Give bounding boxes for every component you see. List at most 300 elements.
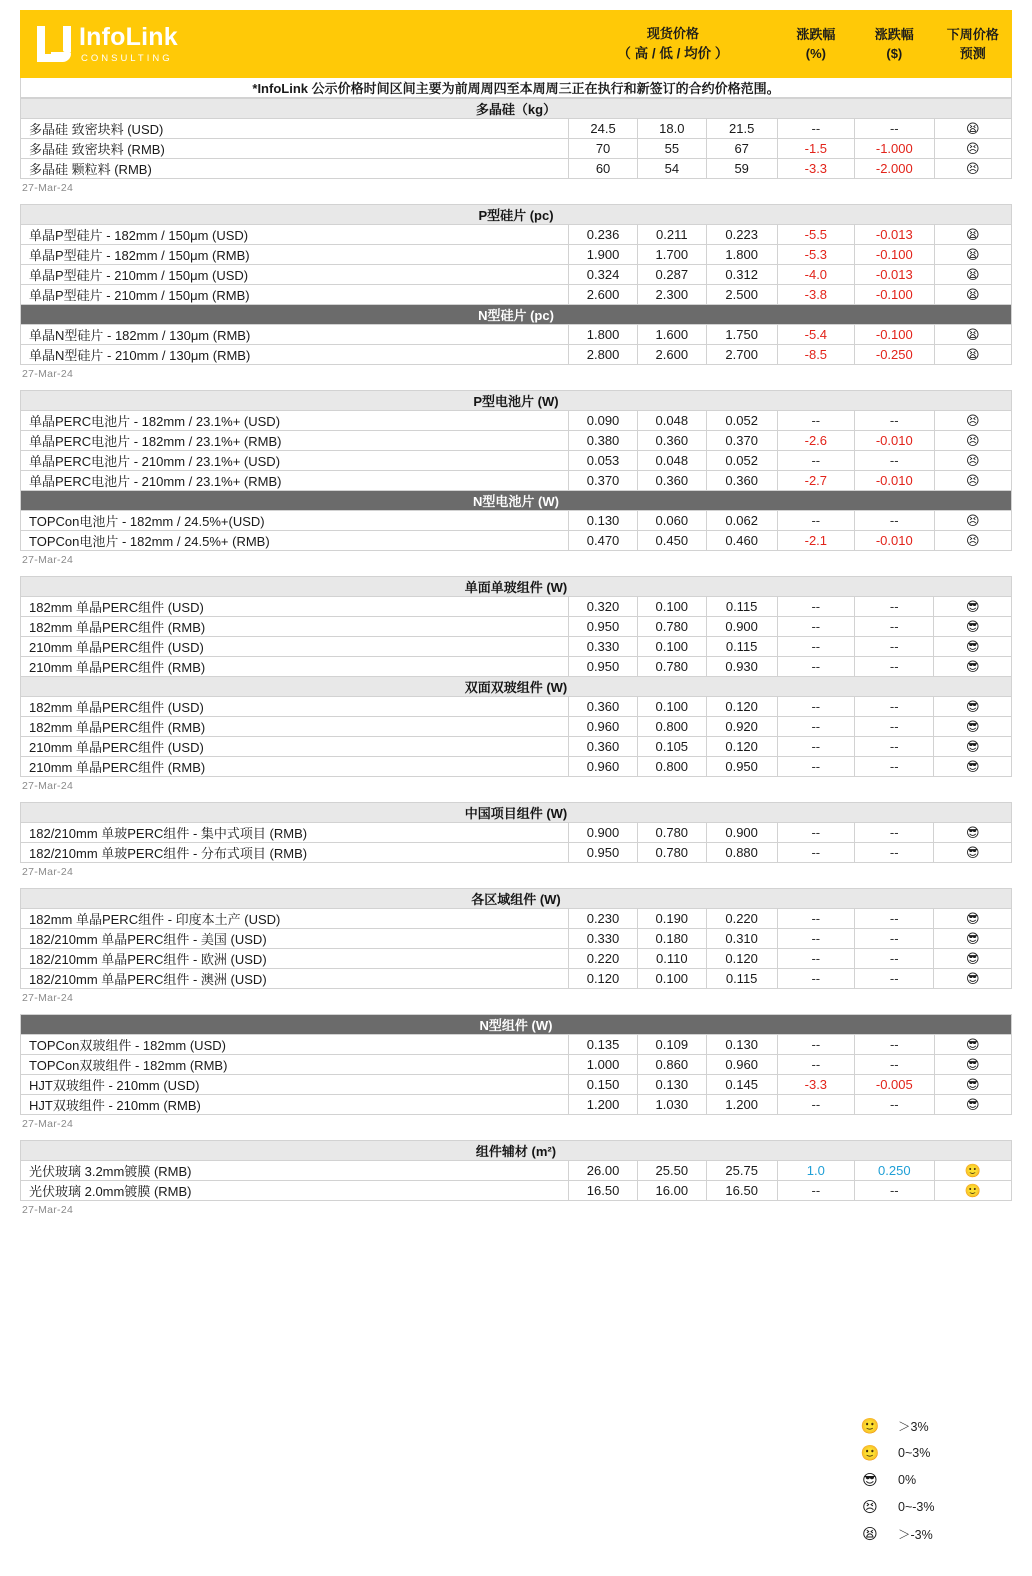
change-percent: -- (777, 1095, 854, 1115)
price-average: 0.062 (706, 511, 777, 531)
price-high: 0.324 (569, 265, 638, 285)
change-percent-line2: (%) (805, 46, 826, 61)
price-average: 0.120 (706, 697, 777, 717)
price-high: 0.360 (569, 697, 638, 717)
change-percent: -- (777, 757, 854, 777)
forecast-face-icon: 😎 (934, 1035, 1011, 1055)
change-amount: -- (854, 737, 934, 757)
price-average: 0.052 (706, 411, 777, 431)
price-low: 0.100 (637, 637, 706, 657)
forecast-face-icon: 😎 (934, 697, 1012, 717)
forecast-face-icon: 😎 (934, 1055, 1011, 1075)
legend-face-icon: 😎 (862, 1471, 878, 1489)
product-label: HJT双玻组件 - 210mm (RMB) (21, 1095, 569, 1115)
change-percent: 1.0 (777, 1161, 854, 1181)
change-percent: -3.3 (777, 1075, 854, 1095)
change-amount: -- (854, 909, 934, 929)
price-low: 0.360 (637, 431, 706, 451)
product-label: 单晶P型硅片 - 182mm / 150μm (RMB) (21, 245, 569, 265)
price-average: 0.460 (706, 531, 777, 551)
change-percent: -- (777, 949, 854, 969)
price-block (20, 1140, 1012, 1201)
change-amount: -- (854, 597, 934, 617)
price-high: 0.380 (569, 431, 638, 451)
section-header-row (21, 305, 1012, 325)
price-low: 0.180 (637, 929, 706, 949)
forecast-face-icon: 😣 (934, 451, 1011, 471)
table-row (21, 949, 1012, 969)
table-row (21, 637, 1012, 657)
forecast-face-icon: 😎 (934, 657, 1012, 677)
product-label: 单晶P型硅片 - 182mm / 150μm (USD) (21, 225, 569, 245)
product-label: TOPCon双玻组件 - 182mm (RMB) (21, 1055, 569, 1075)
column-header-change-usd (855, 11, 935, 78)
table-row (21, 511, 1012, 531)
table-row (21, 345, 1012, 365)
table-row (21, 1181, 1012, 1201)
legend-face-icon: 😫 (862, 1525, 878, 1543)
change-amount: -- (855, 1181, 935, 1201)
price-high: 0.150 (569, 1075, 638, 1095)
product-label: 182mm 单晶PERC组件 (USD) (21, 597, 569, 617)
product-label: 光伏玻璃 2.0mm镀膜 (RMB) (21, 1181, 569, 1201)
change-percent: -5.5 (777, 225, 854, 245)
change-percent: -2.6 (777, 431, 854, 451)
price-average: 59 (706, 159, 777, 179)
change-percent: -- (777, 823, 854, 843)
price-average: 0.920 (706, 717, 777, 737)
section-title: N型硅片 (pc) (21, 305, 1012, 325)
forecast-face-icon: 😫 (934, 325, 1011, 345)
section-header-row (21, 491, 1012, 511)
section-header-row (21, 205, 1012, 225)
table-row (21, 265, 1012, 285)
price-average: 0.900 (706, 617, 777, 637)
change-percent: -- (777, 737, 854, 757)
forecast-face-icon: 😎 (934, 617, 1012, 637)
forecast-face-icon: 😎 (934, 1075, 1011, 1095)
table-row (21, 929, 1012, 949)
price-high: 2.800 (569, 345, 638, 365)
price-low: 2.300 (637, 285, 706, 305)
table-row (21, 245, 1012, 265)
change-amount: -- (855, 511, 935, 531)
product-label: 单晶PERC电池片 - 210mm / 23.1%+ (USD) (21, 451, 569, 471)
price-block (20, 576, 1012, 777)
product-label: 182mm 单晶PERC组件 (USD) (21, 697, 569, 717)
change-amount: -- (855, 411, 935, 431)
section-header-row (21, 677, 1012, 697)
forecast-face-icon: 😣 (934, 531, 1011, 551)
change-percent: -- (777, 597, 854, 617)
forecast-face-icon: 😫 (934, 285, 1011, 305)
change-percent: -3.8 (777, 285, 854, 305)
block-date-caption: 27-Mar-24 (22, 992, 74, 1004)
forecast-face-icon: 😣 (934, 511, 1011, 531)
product-label: 单晶P型硅片 - 210mm / 150μm (USD) (21, 265, 569, 285)
forecast-line2: 预测 (959, 46, 986, 61)
block-date-caption: 27-Mar-24 (22, 368, 74, 380)
product-label: 光伏玻璃 3.2mm镀膜 (RMB) (21, 1161, 569, 1181)
brand-tagline: CONSULTING (81, 52, 173, 64)
table-row (21, 1161, 1012, 1181)
column-header-forecast (934, 11, 1011, 78)
price-average: 2.500 (706, 285, 777, 305)
forecast-face-icon: 😣 (934, 431, 1011, 451)
change-percent: -1.5 (777, 139, 854, 159)
section-title: 各区域组件 (W) (21, 889, 1012, 909)
section-header-row (21, 577, 1012, 597)
section-title: 单面单玻组件 (W) (21, 577, 1012, 597)
price-low: 18.0 (637, 119, 706, 139)
forecast-face-icon: 😣 (934, 159, 1011, 179)
price-average: 0.310 (706, 929, 777, 949)
legend-label: 0~3% (898, 1445, 931, 1460)
change-amount: -- (854, 657, 934, 677)
legend-label: 0% (898, 1472, 917, 1487)
product-label: 210mm 单晶PERC组件 (USD) (21, 737, 569, 757)
product-label: 182/210mm 单晶PERC组件 - 澳洲 (USD) (21, 969, 569, 989)
block-date-caption: 27-Mar-24 (22, 780, 74, 792)
price-high: 0.090 (569, 411, 638, 431)
table-row (21, 1035, 1012, 1055)
section-header-row (21, 1015, 1012, 1035)
table-row (21, 657, 1012, 677)
forecast-face-icon: 😣 (934, 471, 1011, 491)
legend-face-icon: 😣 (862, 1498, 878, 1516)
table-row (21, 697, 1012, 717)
price-high: 0.360 (569, 737, 638, 757)
table-row (21, 1095, 1012, 1115)
change-amount: -- (854, 823, 934, 843)
change-percent: -- (777, 909, 854, 929)
spot-price-line2: （ 高 / 低 / 均价 ） (617, 45, 729, 61)
product-label: 单晶P型硅片 - 210mm / 150μm (RMB) (21, 285, 569, 305)
product-label: 多晶硅 颗粒料 (RMB) (21, 159, 569, 179)
price-low: 0.060 (637, 511, 706, 531)
price-low: 0.360 (637, 471, 706, 491)
section-header-row (21, 889, 1012, 909)
infolink-logo-icon (37, 26, 71, 62)
legend-item (860, 1493, 1010, 1520)
forecast-face-icon: 🙂 (934, 1181, 1011, 1201)
forecast-face-icon: 😎 (934, 823, 1012, 843)
block-date-caption: 27-Mar-24 (22, 182, 74, 194)
change-amount: -- (854, 969, 934, 989)
disclaimer-row (21, 78, 1012, 98)
price-average: 21.5 (706, 119, 777, 139)
change-percent: -- (777, 969, 854, 989)
price-high: 0.330 (569, 637, 638, 657)
change-amount: -- (854, 757, 934, 777)
table-row (21, 843, 1012, 863)
price-low: 0.130 (637, 1075, 706, 1095)
price-low: 0.048 (637, 411, 706, 431)
change-amount: -0.010 (855, 431, 935, 451)
table-row (21, 451, 1012, 471)
price-high: 0.900 (569, 823, 638, 843)
change-percent: -2.7 (777, 471, 854, 491)
product-label: 单晶N型硅片 - 210mm / 130μm (RMB) (21, 345, 569, 365)
change-percent: -8.5 (777, 345, 854, 365)
price-high: 16.50 (569, 1181, 638, 1201)
price-low: 54 (637, 159, 706, 179)
product-label: TOPCon电池片 - 182mm / 24.5%+ (RMB) (21, 531, 569, 551)
price-high: 0.135 (569, 1035, 638, 1055)
table-row (21, 119, 1012, 139)
change-percent: -- (777, 697, 854, 717)
price-average: 0.360 (706, 471, 777, 491)
change-amount: -0.100 (855, 285, 935, 305)
price-low: 1.700 (637, 245, 706, 265)
change-usd-line2: ($) (886, 46, 903, 61)
price-low: 2.600 (637, 345, 706, 365)
change-percent: -- (777, 1181, 854, 1201)
section-title: N型电池片 (W) (21, 491, 1012, 511)
section-title: P型硅片 (pc) (21, 205, 1012, 225)
change-amount: -- (855, 451, 935, 471)
legend-face-icon: 🙂 (860, 1444, 880, 1462)
price-block (20, 888, 1012, 989)
price-high: 0.950 (569, 843, 638, 863)
product-label: 多晶硅 致密块料 (USD) (21, 119, 569, 139)
forecast-face-icon: 😫 (934, 265, 1011, 285)
block-date-caption: 27-Mar-24 (22, 1204, 74, 1216)
change-percent: -- (777, 1035, 854, 1055)
price-low: 0.105 (637, 737, 706, 757)
price-average: 0.120 (706, 737, 777, 757)
price-average: 0.052 (706, 451, 777, 471)
table-row (21, 225, 1012, 245)
price-high: 0.950 (569, 657, 638, 677)
price-average: 1.800 (706, 245, 777, 265)
legend-item (860, 1466, 1010, 1493)
legend-item (860, 1439, 1010, 1466)
section-header-row (21, 1141, 1012, 1161)
table-row (21, 139, 1012, 159)
price-low: 0.287 (637, 265, 706, 285)
price-low: 0.800 (637, 717, 706, 737)
column-header-change-percent (777, 11, 854, 78)
section-title: 组件辅材 (m²) (21, 1141, 1012, 1161)
table-row (21, 431, 1012, 451)
price-average: 0.880 (706, 843, 777, 863)
table-row (21, 757, 1012, 777)
price-average: 0.930 (706, 657, 777, 677)
price-high: 24.5 (569, 119, 638, 139)
forecast-face-icon: 😎 (934, 737, 1012, 757)
change-amount: -- (854, 697, 934, 717)
price-average: 0.900 (706, 823, 777, 843)
product-label: 210mm 单晶PERC组件 (USD) (21, 637, 569, 657)
table-header (21, 11, 1012, 98)
price-average: 0.145 (706, 1075, 777, 1095)
product-label: 210mm 单晶PERC组件 (RMB) (21, 657, 569, 677)
table-row (21, 285, 1012, 305)
change-percent: -3.3 (777, 159, 854, 179)
legend-face-icon: 🙂 (860, 1417, 880, 1435)
section-title: 多晶硅（kg） (21, 99, 1012, 119)
legend-label: ＞-3% (898, 1527, 933, 1542)
price-average: 0.223 (706, 225, 777, 245)
legend-item (860, 1520, 1010, 1547)
change-percent: -- (777, 1055, 854, 1075)
product-label: TOPCon双玻组件 - 182mm (USD) (21, 1035, 569, 1055)
change-percent: -5.3 (777, 245, 854, 265)
change-percent: -- (777, 637, 854, 657)
price-block (20, 802, 1012, 863)
price-average: 0.950 (706, 757, 777, 777)
price-average: 0.130 (706, 1035, 777, 1055)
product-label: 单晶PERC电池片 - 182mm / 23.1%+ (RMB) (21, 431, 569, 451)
product-label: 单晶PERC电池片 - 182mm / 23.1%+ (USD) (21, 411, 569, 431)
table-row (21, 531, 1012, 551)
section-header-row (21, 391, 1012, 411)
price-average: 0.370 (706, 431, 777, 451)
price-low: 0.048 (637, 451, 706, 471)
forecast-face-icon: 😎 (934, 717, 1012, 737)
price-average: 0.115 (706, 637, 777, 657)
price-high: 0.370 (569, 471, 638, 491)
table-row (21, 1075, 1012, 1095)
change-percent-line1: 涨跌幅 (796, 26, 836, 42)
section-header-row (21, 99, 1012, 119)
section-header-row (21, 803, 1012, 823)
price-low: 0.780 (637, 843, 706, 863)
price-high: 0.470 (569, 531, 638, 551)
price-blocks (20, 98, 1012, 1226)
price-low: 0.780 (637, 823, 706, 843)
block-date-caption: 27-Mar-24 (22, 1118, 74, 1130)
change-amount: -- (854, 949, 934, 969)
legend-label: 0~-3% (898, 1499, 935, 1514)
product-label: 182/210mm 单玻PERC组件 - 分布式项目 (RMB) (21, 843, 569, 863)
legend-item (860, 1412, 1010, 1439)
forecast-face-icon: 😎 (934, 597, 1012, 617)
change-percent: -- (777, 717, 854, 737)
brand-logo-cell (21, 11, 569, 78)
change-percent: -- (777, 411, 854, 431)
change-percent: -4.0 (777, 265, 854, 285)
forecast-face-icon: 😫 (934, 245, 1011, 265)
price-low: 0.100 (637, 697, 706, 717)
table-row (21, 325, 1012, 345)
change-amount: -0.250 (855, 345, 935, 365)
change-amount: -2.000 (855, 159, 935, 179)
forecast-face-icon: 😣 (934, 411, 1011, 431)
forecast-face-icon: 😎 (934, 949, 1012, 969)
price-high: 2.600 (569, 285, 638, 305)
price-low: 1.030 (637, 1095, 706, 1115)
table-row (21, 969, 1012, 989)
price-low: 0.780 (637, 657, 706, 677)
change-amount: -1.000 (855, 139, 935, 159)
price-average: 0.120 (706, 949, 777, 969)
forecast-face-icon: 😎 (934, 909, 1012, 929)
product-label: 单晶N型硅片 - 182mm / 130μm (RMB) (21, 325, 569, 345)
price-average: 1.200 (706, 1095, 777, 1115)
change-amount: -- (855, 1035, 935, 1055)
change-percent: -2.1 (777, 531, 854, 551)
change-percent: -- (777, 843, 854, 863)
price-average: 2.700 (706, 345, 777, 365)
price-high: 0.236 (569, 225, 638, 245)
table-row (21, 411, 1012, 431)
change-percent: -- (777, 511, 854, 531)
price-average: 0.115 (706, 969, 777, 989)
change-percent: -- (777, 657, 854, 677)
price-high: 0.330 (569, 929, 638, 949)
change-percent: -- (777, 617, 854, 637)
change-amount: -0.010 (855, 531, 935, 551)
table-row (21, 823, 1012, 843)
price-high: 70 (569, 139, 638, 159)
change-amount: -- (854, 843, 934, 863)
product-label: HJT双玻组件 - 210mm (USD) (21, 1075, 569, 1095)
price-high: 0.130 (569, 511, 638, 531)
table-row (21, 597, 1012, 617)
price-high: 1.800 (569, 325, 638, 345)
product-label: 210mm 单晶PERC组件 (RMB) (21, 757, 569, 777)
product-label: 182/210mm 单玻PERC组件 - 集中式项目 (RMB) (21, 823, 569, 843)
disclaimer-text: *InfoLink 公示价格时间区间主要为前周周四至本周周三正在执行和新签订的合约价格范围。 (21, 78, 1012, 98)
price-low: 0.110 (637, 949, 706, 969)
change-amount: -0.100 (855, 245, 935, 265)
change-percent: -- (777, 929, 854, 949)
forecast-legend (860, 1412, 1010, 1547)
forecast-face-icon: 😎 (934, 637, 1012, 657)
price-low: 0.109 (637, 1035, 706, 1055)
change-percent: -- (777, 451, 854, 471)
legend-label: ＞3% (898, 1419, 929, 1434)
product-label: 182/210mm 单晶PERC组件 - 美国 (USD) (21, 929, 569, 949)
change-amount: -- (854, 929, 934, 949)
section-title: P型电池片 (W) (21, 391, 1012, 411)
forecast-face-icon: 😣 (934, 139, 1011, 159)
price-low: 16.00 (637, 1181, 706, 1201)
price-high: 26.00 (569, 1161, 638, 1181)
change-amount: -0.005 (855, 1075, 935, 1095)
price-high: 0.320 (569, 597, 638, 617)
change-amount: -0.100 (855, 325, 935, 345)
price-high: 60 (569, 159, 638, 179)
section-title: N型组件 (W) (21, 1015, 1012, 1035)
forecast-face-icon: 😫 (934, 345, 1011, 365)
price-average: 0.115 (706, 597, 777, 617)
price-low: 0.100 (637, 969, 706, 989)
product-label: 多晶硅 致密块料 (RMB) (21, 139, 569, 159)
change-percent: -5.4 (777, 325, 854, 345)
forecast-line1: 下周价格 (946, 26, 999, 42)
price-high: 1.000 (569, 1055, 638, 1075)
spot-price-line1: 现货价格 (646, 26, 699, 42)
change-percent: -- (777, 119, 854, 139)
block-date-caption: 27-Mar-24 (22, 554, 74, 566)
table-row (21, 471, 1012, 491)
price-high: 0.960 (569, 717, 638, 737)
price-average: 16.50 (706, 1181, 777, 1201)
price-low: 0.860 (637, 1055, 706, 1075)
change-usd-line1: 涨跌幅 (874, 26, 914, 42)
price-block (20, 98, 1012, 179)
price-average: 0.960 (706, 1055, 777, 1075)
price-high: 0.220 (569, 949, 638, 969)
change-amount: -- (855, 1095, 935, 1115)
table-row (21, 1055, 1012, 1075)
change-amount: -- (855, 119, 935, 139)
price-average: 67 (706, 139, 777, 159)
pricing-table (20, 10, 1012, 98)
